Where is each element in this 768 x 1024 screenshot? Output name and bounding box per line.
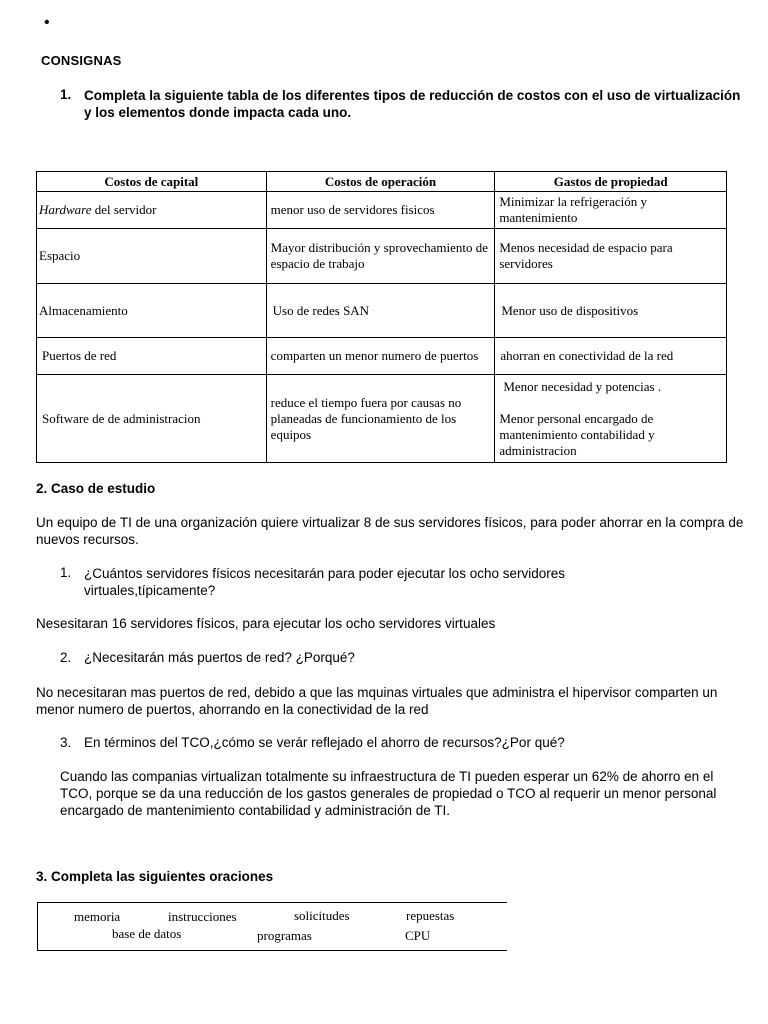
table-cell: Software de de administracion (37, 375, 267, 463)
case-question-3: En términos del TCO,¿cómo se verár reflejado el ahorro de recursos?¿Por qué? (84, 735, 565, 750)
table-cell: Mayor distribución y sprovechamiento de espacio de trabajo (266, 229, 495, 284)
column-header: Gastos de propiedad (495, 172, 727, 192)
column-header: Costos de capital (37, 172, 267, 192)
question-1-number: 1. (60, 87, 72, 102)
word-bank-item: programas (257, 928, 312, 943)
table-cell: Menor uso de dispositivos (495, 284, 727, 338)
case-question-1: ¿Cuántos servidores físicos necesitarán para poder ejecutar los ocho servidores virtuales,típicamente? (84, 566, 565, 598)
table-cell: Puertos de red (37, 338, 267, 375)
table-cell: Almacenamiento (37, 284, 267, 338)
list-number: 3. (60, 735, 72, 750)
table-cell: reduce el tiempo fuera por causas no planeadas de funcionamiento de los equipos (266, 375, 495, 463)
page-heading: CONSIGNAS (41, 53, 122, 68)
table-cell: ahorran en conectividad de la red (495, 338, 727, 375)
table-cell: Uso de redes SAN (266, 284, 495, 338)
table-cell (37, 192, 267, 229)
section-2-title: 2. Caso de estudio (36, 481, 156, 496)
case-answer-2: No necesitaran mas puertos de red, debido a que las mquinas virtuales que administra el hipervisor comparten un menor numero de puertos, ahorrando en la conectividad de la red (36, 685, 718, 717)
case-study-intro: Un equipo de TI de una organización quiere virtualizar 8 de sus servidores físicos, para poder ahorrar en la compra de nuevos recursos. (36, 515, 744, 547)
table-cell: menor uso de servidores fisicos (266, 192, 495, 229)
case-question-2: ¿Necesitarán más puertos de red? ¿Porqué? (84, 650, 355, 665)
table-cell: Espacio (37, 229, 267, 284)
list-number: 2. (60, 650, 72, 665)
word-bank-item: base de datos (112, 926, 182, 941)
cell-text: del servidor (91, 202, 157, 217)
table-row (37, 375, 727, 463)
table-row (37, 338, 727, 375)
case-answer-3: Cuando las companias virtualizan totalmente su infraestructura de TI pueden esperar un 62% de ahorro en el TCO, porque se da una reducción de los gastos generales de propiedad o TCO al requerir un menor personal encargado de mantenimiento contabilidad y administración de TI. (60, 769, 717, 818)
table-cell (495, 375, 727, 463)
cell-italic-text: Hardware (39, 202, 92, 217)
word-bank-item: instrucciones (168, 909, 237, 924)
case-answer-1: Nesesitaran 16 servidores físicos, para ejecutar los ocho servidores virtuales (36, 616, 496, 631)
table-row (37, 284, 727, 338)
section-3-title: 3. Completa las siguientes oraciones (36, 869, 274, 884)
word-bank-item: CPU (405, 928, 431, 943)
word-bank-box (37, 902, 507, 951)
table-cell: Menos necesidad de espacio para servidores (495, 229, 727, 284)
table-header-row (37, 172, 727, 192)
table-row (37, 229, 727, 284)
column-header: Costos de operación (266, 172, 495, 192)
table-cell: Minimizar la refrigeración y mantenimiento (495, 192, 727, 229)
cost-reduction-table (36, 171, 727, 463)
list-number: 1. (60, 565, 72, 580)
cell-text: Menor personal encargado de mantenimiento contabilidad y administracion (499, 411, 655, 458)
table-cell: comparten un menor numero de puertos (266, 338, 495, 375)
cell-text: Menor necesidad y potencias . (503, 379, 662, 394)
word-bank-item: solicitudes (294, 908, 350, 923)
word-bank-item: memoria (74, 909, 121, 924)
word-bank-item: repuestas (406, 908, 455, 923)
table-row (37, 192, 727, 229)
bullet-marker: • (44, 14, 50, 31)
question-1-text: Completa la siguiente tabla de los diferentes tipos de reducción de costos con el uso de virtualización y los elementos donde impacta cada uno. (84, 88, 741, 120)
